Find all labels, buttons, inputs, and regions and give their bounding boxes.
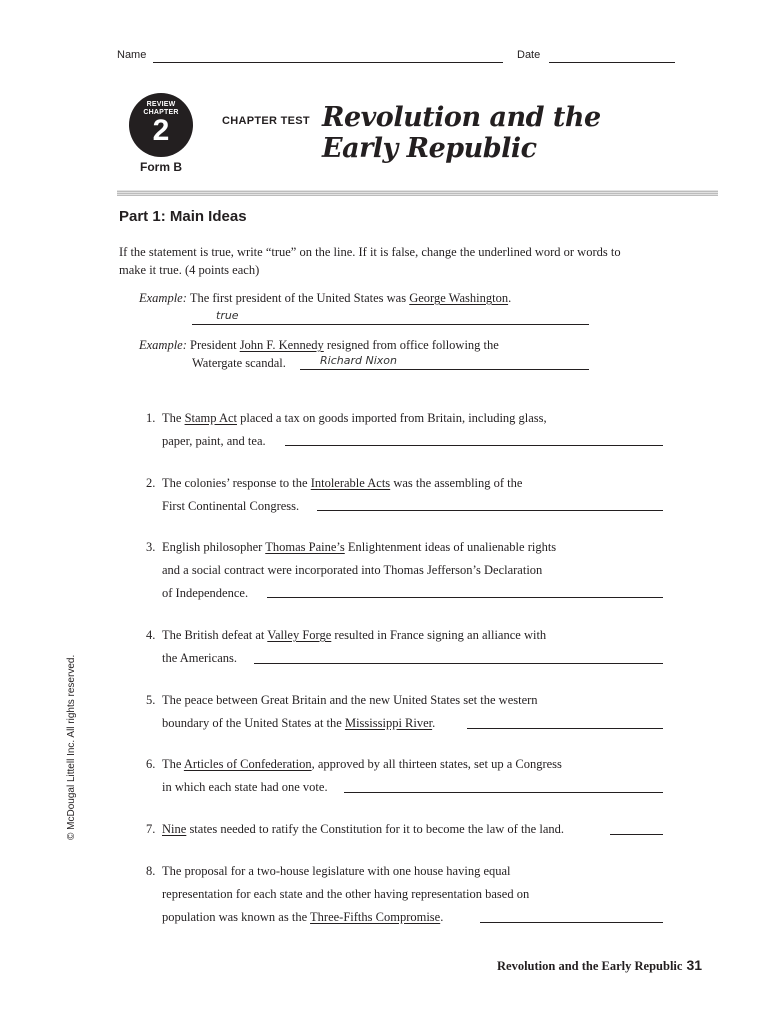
page-number: 31 bbox=[686, 957, 703, 973]
question-7: 7. Nine states needed to ratify the Constitution for it to become the law of the land. bbox=[146, 822, 564, 836]
badge-number: 2 bbox=[152, 114, 170, 147]
example-2: Example: President John F. Kennedy resigned from office following the bbox=[139, 338, 499, 352]
answer-line-7[interactable] bbox=[610, 822, 663, 835]
underlined-term: Intolerable Acts bbox=[310, 476, 391, 490]
answer-line-5[interactable] bbox=[467, 716, 663, 729]
example-label: Example: bbox=[139, 291, 187, 305]
underlined-term: Valley Forge bbox=[267, 628, 332, 642]
example-1-answer: true bbox=[216, 309, 239, 322]
question-5: 5. The peace between Great Britain and the new United States set the western boundary of the United States at the Mississippi River. bbox=[146, 693, 538, 730]
form-label: Form B bbox=[140, 160, 182, 174]
review-chapter-badge bbox=[129, 93, 193, 157]
header-divider bbox=[117, 190, 718, 196]
question-8: 8. The proposal for a two-house legislature with one house having equal representation for each state and the other having representation based on population was known as the Three-Fifths Compromise. bbox=[146, 864, 530, 924]
name-label: Name bbox=[117, 49, 147, 61]
page-footer bbox=[497, 957, 702, 974]
answer-line-6[interactable] bbox=[344, 780, 663, 793]
part-title: Part 1: Main Ideas bbox=[119, 208, 247, 225]
question-1: 1. The Stamp Act placed a tax on goods imported from Britain, including glass, paper, paint, and tea. bbox=[146, 411, 547, 448]
title-line-2: Early Republic bbox=[322, 133, 537, 164]
badge-label: REVIEW CHAPTER bbox=[143, 101, 179, 116]
answer-line-2[interactable] bbox=[317, 498, 663, 511]
answer-line-1[interactable] bbox=[285, 433, 663, 446]
date-label: Date bbox=[517, 49, 541, 61]
example-1-answer-line[interactable] bbox=[192, 311, 589, 325]
example-label: Example: bbox=[139, 338, 187, 352]
answer-line-4[interactable] bbox=[254, 651, 663, 664]
underlined-term: John F. Kennedy bbox=[239, 338, 324, 352]
underlined-term: Three-Fifths Compromise bbox=[310, 910, 441, 924]
name-field[interactable] bbox=[153, 62, 503, 63]
question-3: 3. English philosopher Thomas Paine’s Enlightenment ideas of unalienable rights and a social contract were incorporated into Thomas Jefferson’s Declaration of Independence. bbox=[146, 540, 557, 600]
footer-title: Revolution and the Early Republic bbox=[497, 959, 683, 973]
date-field[interactable] bbox=[549, 62, 675, 63]
instructions: If the statement is true, write “true” on the line. If it is false, change the underlined word or words to make it true. (4 points each) bbox=[119, 245, 621, 277]
example-2-answer: Richard Nixon bbox=[320, 354, 397, 367]
example-2-line-2: Watergate scandal. bbox=[192, 356, 286, 370]
question-6: 6. The Articles of Confederation, approved by all thirteen states, set up a Congress in which each state had one vote. bbox=[146, 757, 562, 794]
underlined-term: Articles of Confederation bbox=[183, 757, 312, 771]
copyright-notice: © McDougal Littell Inc. All rights reserved. bbox=[66, 654, 77, 840]
example-2-answer-line[interactable] bbox=[300, 356, 589, 370]
page-title bbox=[322, 102, 601, 164]
underlined-term: Stamp Act bbox=[184, 411, 237, 425]
example-1: Example: The first president of the United States was George Washington. bbox=[139, 291, 512, 305]
underlined-term: Thomas Paine’s bbox=[265, 540, 345, 554]
answer-line-3[interactable] bbox=[267, 585, 663, 598]
question-4: 4. The British defeat at Valley Forge resulted in France signing an alliance with the Americans. bbox=[146, 628, 547, 665]
underlined-term: Nine bbox=[162, 822, 187, 836]
underlined-term: Mississippi River bbox=[344, 716, 433, 730]
question-2: 2. The colonies’ response to the Intolerable Acts was the assembling of the First Continental Congress. bbox=[146, 476, 523, 513]
chapter-test-label: CHAPTER TEST bbox=[222, 115, 310, 127]
title-line-1: Revolution and the bbox=[322, 102, 601, 133]
underlined-term: George Washington bbox=[409, 291, 509, 305]
answer-line-8[interactable] bbox=[480, 910, 663, 923]
